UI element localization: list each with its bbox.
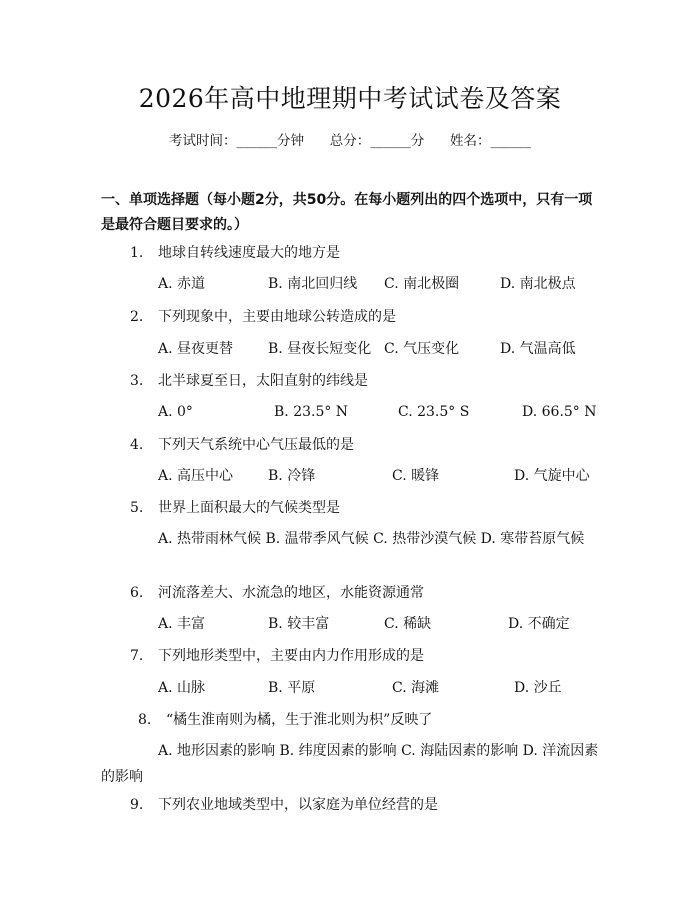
total-score-field: 总分：______分 xyxy=(329,133,425,149)
question-number: 1. xyxy=(130,245,144,261)
exam-time-field: 考试时间：______分钟 xyxy=(169,133,304,149)
question-number: 7. xyxy=(130,648,144,664)
student-name-field: 姓名：______ xyxy=(450,133,531,149)
question-2 xyxy=(130,306,600,328)
question-7-options xyxy=(158,677,608,699)
option-a: A. 赤道 xyxy=(158,276,206,292)
question-5-options: A. 热带雨林气候 B. 温带季风气候 C. 热带沙漠气候 D. 寒带苔原气候 xyxy=(158,531,585,547)
question-6 xyxy=(130,582,600,604)
question-number: 2. xyxy=(130,309,144,325)
option-a: A. 昼夜更替 xyxy=(158,341,234,357)
option-c: C. 23.5° S xyxy=(398,404,470,420)
option-c: C. 南北极圈 xyxy=(384,276,460,292)
question-3 xyxy=(130,370,600,392)
question-1 xyxy=(130,242,600,264)
section-heading: 一、单项选择题（每小题2分，共50分。在每小题列出的四个选项中，只有一项是最符合题目要求的。） xyxy=(101,192,593,233)
question-6-options xyxy=(158,613,608,635)
option-c: C. 海滩 xyxy=(392,680,440,696)
question-stem: 下列天气系统中心气压最低的是 xyxy=(158,437,354,453)
option-a: A. 高压中心 xyxy=(158,468,234,484)
question-stem: 下列农业地域类型中，以家庭为单位经营的是 xyxy=(158,797,438,813)
option-b: B. 平原 xyxy=(268,680,316,696)
question-stem: 北半球夏至日，太阳直射的纬线是 xyxy=(158,373,368,389)
question-number: 9. xyxy=(130,797,144,813)
question-number: 3. xyxy=(130,373,144,389)
option-d: D. 气旋中心 xyxy=(514,468,590,484)
question-1-options xyxy=(158,273,608,295)
question-number: 6. xyxy=(130,585,144,601)
page-title: 2026年高中地理期中考试试卷及答案 xyxy=(138,84,562,113)
question-stem: 地球自转线速度最大的地方是 xyxy=(158,245,340,261)
option-b: B. 23.5° N xyxy=(274,404,349,420)
question-4-options xyxy=(158,465,608,487)
question-number: 8. xyxy=(138,712,152,728)
option-d: D. 气温高低 xyxy=(500,341,576,357)
question-stem: 下列地形类型中，主要由内力作用形成的是 xyxy=(158,648,424,664)
option-d: D. 66.5° N xyxy=(522,404,597,420)
question-9 xyxy=(130,794,600,816)
question-5 xyxy=(130,497,600,519)
question-number: 4. xyxy=(130,437,144,453)
option-c: C. 稀缺 xyxy=(384,616,432,632)
question-3-options xyxy=(158,401,608,423)
question-4 xyxy=(130,434,600,456)
question-2-options xyxy=(158,338,608,360)
option-b: B. 昼夜长短变化 xyxy=(268,341,372,357)
option-b: B. 较丰富 xyxy=(268,616,330,632)
option-b: B. 冷锋 xyxy=(268,468,316,484)
exam-meta xyxy=(0,130,700,152)
question-stem: 下列现象中，主要由地球公转造成的是 xyxy=(158,309,396,325)
option-c: C. 气压变化 xyxy=(384,341,460,357)
question-8 xyxy=(138,709,608,731)
question-stem: 世界上面积最大的气候类型是 xyxy=(158,500,340,516)
question-8-options: A. 地形因素的影响 B. 纬度因素的影响 C. 海陆因素的影响 D. 洋流因素的影响 xyxy=(101,743,599,785)
option-b: B. 南北回归线 xyxy=(268,276,358,292)
option-a: A. 山脉 xyxy=(158,680,206,696)
question-stem: “橘生淮南则为橘，生于淮北则为枳”反映了 xyxy=(166,712,433,728)
option-a: A. 0° xyxy=(158,404,193,420)
option-d: D. 沙丘 xyxy=(514,680,562,696)
question-number: 5. xyxy=(130,500,144,516)
option-c: C. 暖锋 xyxy=(392,468,440,484)
option-d: D. 不确定 xyxy=(508,616,570,632)
option-d: D. 南北极点 xyxy=(500,276,576,292)
question-7 xyxy=(130,645,600,667)
question-stem: 河流落差大、水流急的地区，水能资源通常 xyxy=(158,585,424,601)
option-a: A. 丰富 xyxy=(158,616,206,632)
